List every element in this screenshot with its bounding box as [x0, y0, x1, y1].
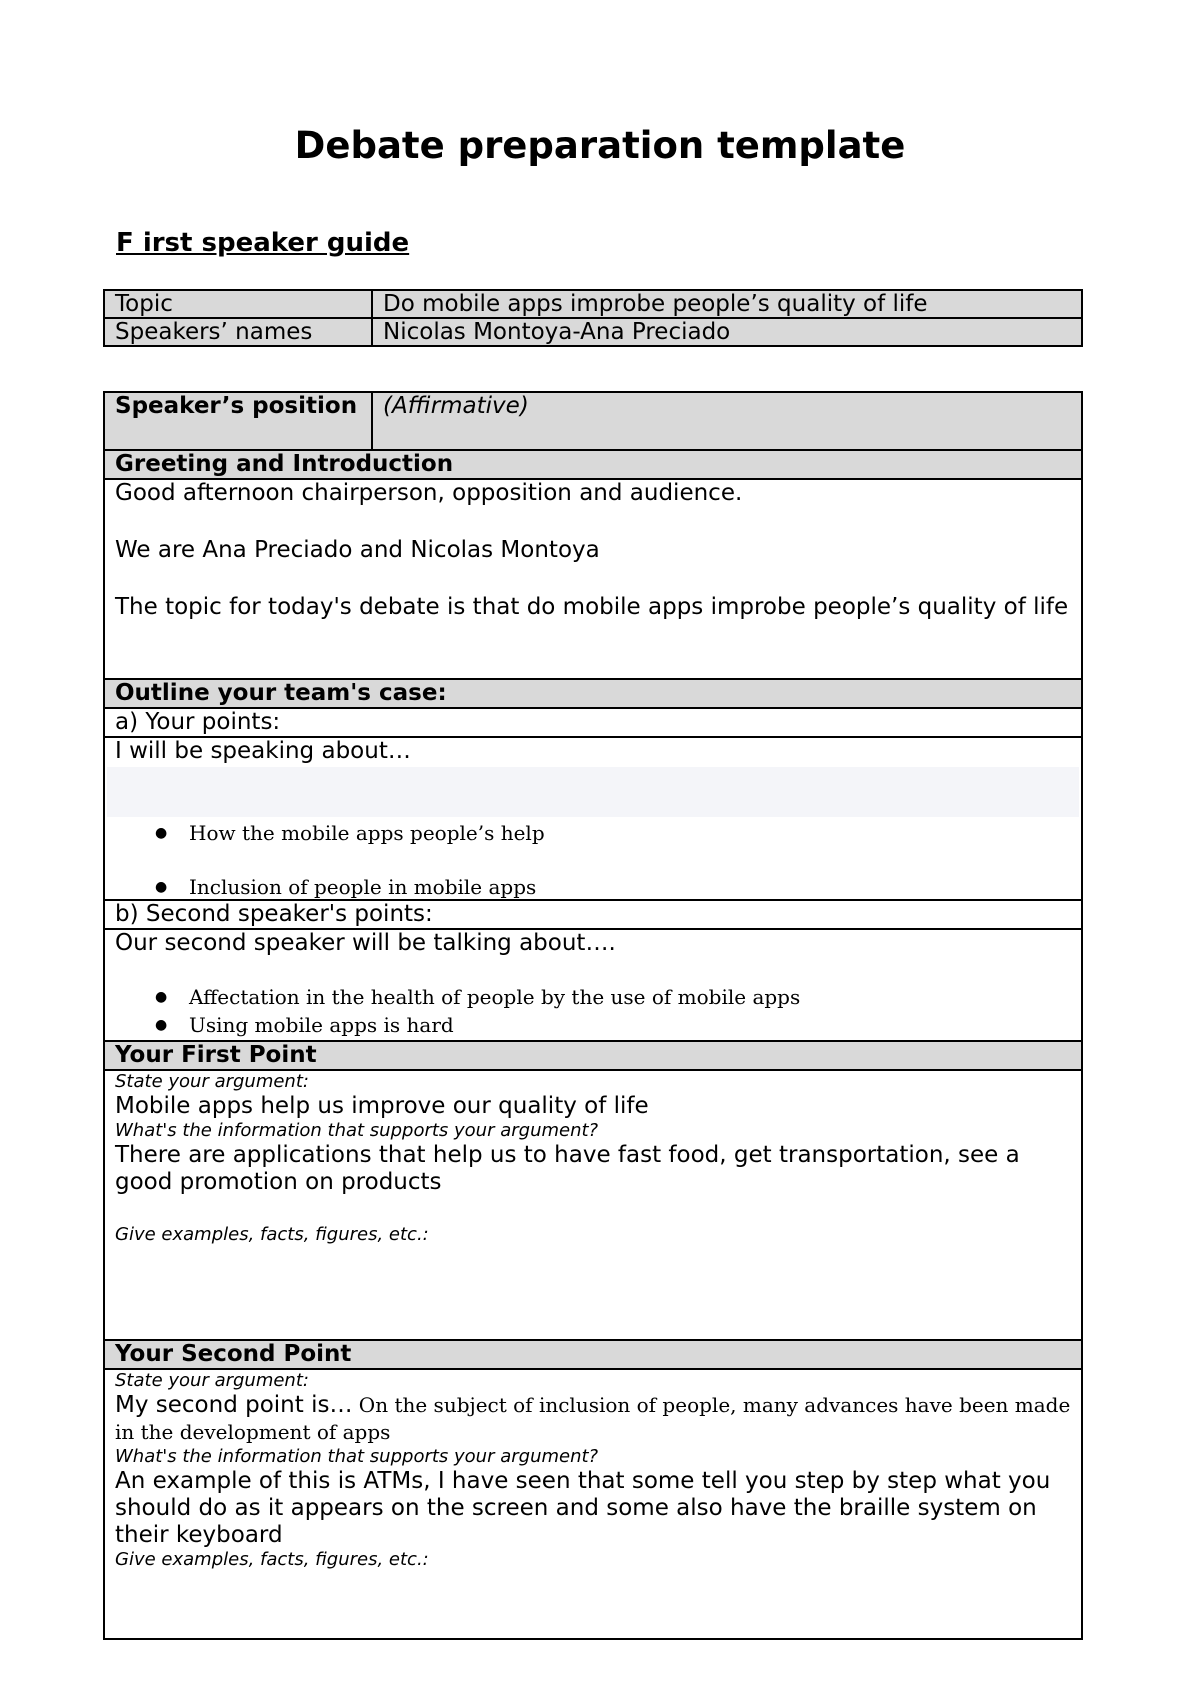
second-argument: [115, 1392, 1071, 1446]
greeting-body-row: [104, 479, 1082, 679]
greeting-body: [104, 479, 1082, 679]
position-row: [104, 392, 1082, 450]
first-argument: Mobile apps help us improve our quality of life: [115, 1093, 649, 1119]
shaded-blank-line: [107, 767, 1079, 817]
second-point-heading-row: [104, 1340, 1082, 1369]
topic-value: Do mobile apps improbe people’s quality of life: [372, 290, 1082, 318]
second-point-body-row: [104, 1369, 1082, 1639]
list-item: ● How the mobile apps people’s help: [155, 821, 1071, 845]
page-title: Debate preparation template: [294, 124, 906, 167]
greeting-heading: Greeting and Introduction: [104, 450, 1082, 479]
first-point-heading: Your First Point: [104, 1041, 1082, 1070]
outline-heading: Outline your team's case:: [104, 679, 1082, 708]
list-item: ● Inclusion of people in mobile apps: [155, 875, 1071, 899]
second-points-body: [104, 929, 1082, 1041]
your-points-row: [104, 708, 1082, 737]
first-point-heading-row: [104, 1041, 1082, 1070]
first-point-body: [104, 1070, 1082, 1340]
second-points-label: b) Second speaker's points:: [104, 900, 1082, 929]
position-label: Speaker’s position: [104, 392, 372, 450]
section-heading: F irst speaker guide: [116, 228, 410, 258]
examples-hint: Give examples, facts, figures, etc.:: [115, 1224, 429, 1245]
greeting-line-2: We are Ana Preciado and Nicolas Montoya: [115, 537, 600, 563]
your-points-body: [104, 737, 1082, 900]
second-points-body-row: [104, 929, 1082, 1041]
greeting-line-1: Good afternoon chairperson, opposition and audience.: [115, 480, 743, 506]
list-item: ● Using mobile apps is hard: [155, 1013, 1071, 1037]
speakers-value: Nicolas Montoya-Ana Preciado: [372, 318, 1082, 346]
list-item: ● Affectation in the health of people by the use of mobile apps: [155, 985, 1071, 1009]
state-argument-hint: State your argument:: [115, 1370, 309, 1391]
outline-heading-row: [104, 679, 1082, 708]
second-points-intro: Our second speaker will be talking about….: [115, 930, 616, 956]
second-point-body: [104, 1369, 1082, 1639]
greeting-heading-row: [104, 450, 1082, 479]
state-argument-hint: State your argument:: [115, 1071, 309, 1092]
your-points-label: a) Your points:: [104, 708, 1082, 737]
speakers-label: Speakers’ names: [104, 318, 372, 346]
greeting-line-3: The topic for today's debate is that do mobile apps improbe people’s quality of life: [115, 594, 1069, 620]
your-points-intro: I will be speaking about…: [115, 738, 411, 764]
your-points-list: [115, 821, 1071, 899]
first-point-body-row: [104, 1070, 1082, 1340]
supporting-info-hint: What's the information that supports your argument?: [115, 1446, 599, 1467]
second-point-heading: Your Second Point: [104, 1340, 1082, 1369]
meta-table: [103, 289, 1083, 347]
speakers-row: [104, 318, 1082, 346]
topic-row: [104, 290, 1082, 318]
supporting-info-hint: What's the information that supports your argument?: [115, 1120, 599, 1141]
second-argument-lead: My second point is…: [115, 1392, 353, 1418]
second-support: An example of this is ATMs, I have seen that some tell you step by step what you should do as it appears on the screen and some also have the braille system on their keyboard: [115, 1468, 1051, 1548]
topic-label: Topic: [104, 290, 372, 318]
first-support: There are applications that help us to have fast food, get transportation, see a good promotion on products: [115, 1142, 1020, 1195]
second-points-list: [115, 985, 1071, 1037]
second-points-label-row: [104, 900, 1082, 929]
position-value: (Affirmative): [372, 392, 1082, 450]
your-points-body-row: [104, 737, 1082, 900]
second-argument-rest: On the subject of inclusion of people, many advances have been made in the development of apps: [115, 1393, 1071, 1444]
speech-table: [103, 391, 1083, 1640]
examples-hint: Give examples, facts, figures, etc.:: [115, 1549, 429, 1570]
